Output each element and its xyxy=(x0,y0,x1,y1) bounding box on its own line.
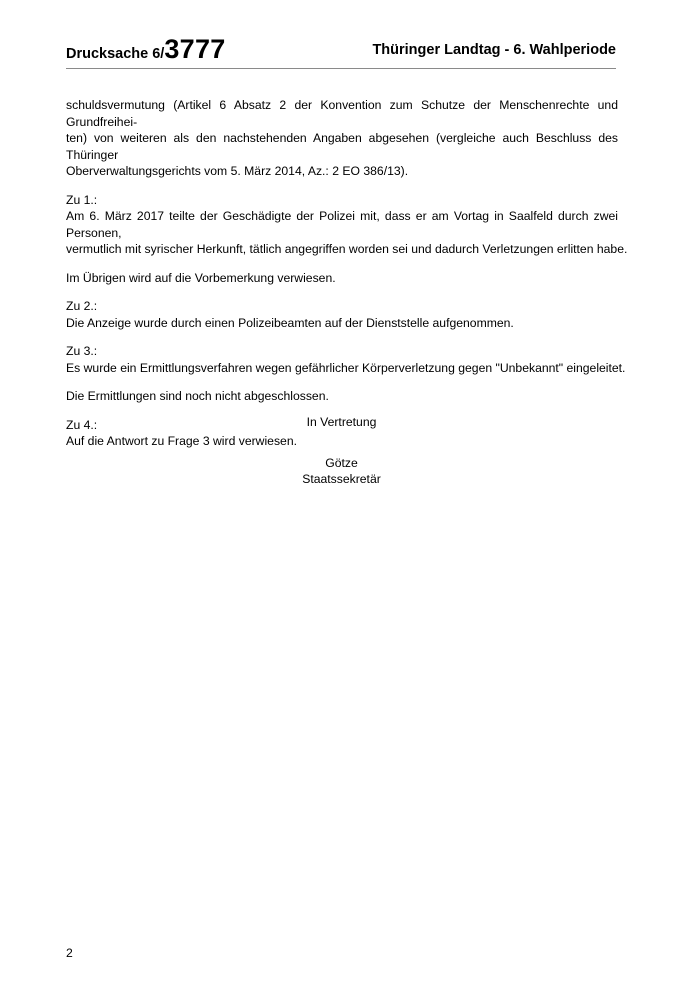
answer-3 xyxy=(66,343,626,376)
signature-name: Götze xyxy=(325,456,358,470)
intro-line: schuldsvermutung (Artikel 6 Absatz 2 der Konvention zum Schutze der Menschenrechte und Grundfreihei- xyxy=(66,98,618,129)
answer-2-heading: Zu 2.: xyxy=(66,299,98,313)
parliament-title: Thüringer Landtag - 6. Wahlperiode xyxy=(372,42,616,58)
signature-representation: In Vertretung xyxy=(306,415,377,429)
document-header xyxy=(66,32,616,69)
drucksache-reference xyxy=(66,34,226,65)
page-number: 2 xyxy=(66,946,73,960)
intro-line: ten) von weiteren als den nachstehenden Angaben abgesehen (vergleiche auch Beschluss des Thüringer xyxy=(66,131,618,162)
answer-3-note-text: Die Ermittlungen sind noch nicht abgeschlossen. xyxy=(66,389,329,403)
answer-1-note-text: Im Übrigen wird auf die Vorbemerkung verwiesen. xyxy=(66,270,336,285)
answer-2-text: Die Anzeige wurde durch einen Polizeibeamten auf der Dienststelle aufgenommen. xyxy=(66,315,514,330)
answer-4-heading: Zu 4.: xyxy=(66,417,98,432)
document-body xyxy=(66,97,628,462)
answer-1-note xyxy=(66,270,618,287)
answer-3-text: Es wurde ein Ermittlungsverfahren wegen gefährlicher Körperverletzung gegen "Unbekannt" eingeleitet. xyxy=(66,360,626,375)
signature-title: Staatssekretär xyxy=(302,472,381,486)
answer-1-line: vermutlich mit syrischer Herkunft, tätlich angegriffen worden sei und dadurch Verletzungen erlitten habe. xyxy=(66,242,628,256)
intro-line: Oberverwaltungsgerichts vom 5. März 2014, Az.: 2 EO 386/13). xyxy=(66,164,409,178)
answer-1 xyxy=(66,192,628,258)
answer-1-heading: Zu 1.: xyxy=(66,192,98,207)
drucksache-number: 3777 xyxy=(164,34,226,64)
answer-4-text: Auf die Antwort zu Frage 3 wird verwiesen. xyxy=(66,434,297,448)
answer-2 xyxy=(66,298,618,331)
answer-1-line: Am 6. März 2017 teilte der Geschädigte der Polizei mit, dass er am Vortag in Saalfeld durch zwei Personen, xyxy=(66,209,618,240)
answer-3-note xyxy=(66,388,618,405)
answer-3-heading: Zu 3.: xyxy=(66,344,98,358)
intro-paragraph xyxy=(66,97,618,180)
drucksache-label: Drucksache 6/ xyxy=(66,46,165,62)
